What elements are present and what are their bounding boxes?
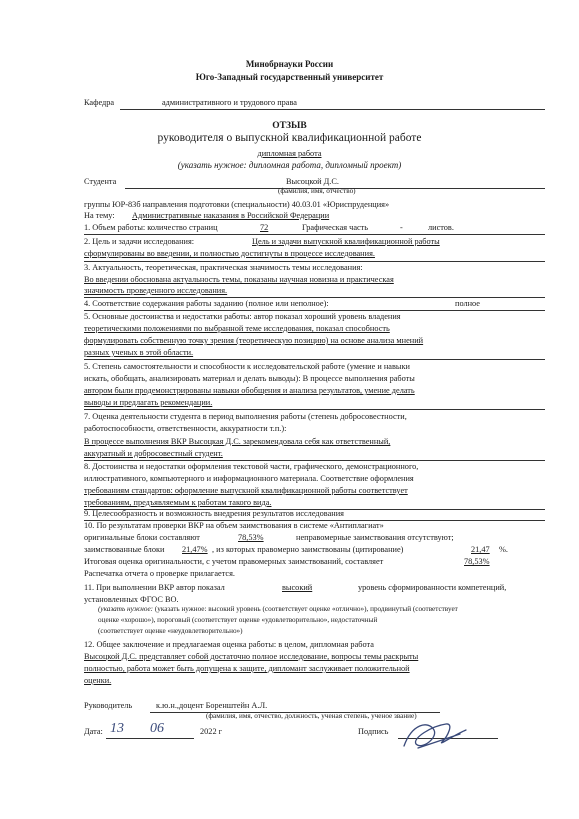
group-line: группы ЮР-83б направления подготовки (специальности) 40.03.01 «Юриспруденция» <box>84 200 390 209</box>
department-value: административного и трудового права <box>162 98 297 107</box>
work-type: дипломная работа <box>257 149 322 158</box>
competence-level: высокий <box>282 583 313 592</box>
item-8-line-4: требованиям, предъявляемым к работам такого вида. <box>84 498 272 507</box>
item-11-hint-2: оценке «хорошо»), пороговый (соответствует оценке «удовлетворительно», недостаточный <box>98 616 378 624</box>
university-header: Юго-Западный государственный университет <box>195 72 384 82</box>
student-value: Высоцкой Д.С. <box>286 177 339 186</box>
supervisor-caption: (фамилия, имя, отчество, должность, ученая степень, ученое звание) <box>206 712 417 720</box>
item-12-line-3: полностью, работа может быть допущена к защите, дипломант заслуживает положительной <box>84 664 410 673</box>
item-7-line-3: В процессе выполнения ВКР Высоцкая Д.С. зарекомендовала себя как ответственный, <box>84 437 391 446</box>
item-11-hint-1-text: (указать нужное: высокий уровень (соответствует оценке «отлично»), продвинутый (соответствует <box>154 605 458 613</box>
supervisor-label: Руководитель <box>84 701 133 710</box>
item-2-line-2: сформулированы во введении, и полностью достигнуты в процессе исследования. <box>84 249 375 258</box>
doc-title: ОТЗЫВ <box>272 121 307 131</box>
item-4-label: 4. Соответствие содержания работы заданию (полное или неполное): <box>84 299 329 308</box>
item-10-line-1: 10. По результатам проверки ВКР на объем заимствования в системе «Антиплагиат» <box>84 521 384 530</box>
item-11-hint-1: (указать нужное: (указать нужное: высокий уровень (соответствует оценке «отлично»), продвинутый (соответствует <box>98 605 458 613</box>
item-4-value: полное <box>455 299 480 308</box>
item-10-line-4: Итоговая оценка оригинальности, с учетом правомерных заимствований, составляет <box>84 557 384 566</box>
item-12-line-2: Высоцкой Д.С. представляет собой достаточно полное исследование, вопросы темы раскрыты <box>84 652 419 661</box>
student-label: Студента <box>84 177 117 186</box>
item-12-line-1: 12. Общее заключение и предлагаемая оценка работы: в целом, дипломная работа <box>84 640 374 649</box>
date-year: 2022 г <box>200 727 223 736</box>
item-5-line-1: 5. Основные достоинства и недостатки работы: автор показал хороший уровень владения <box>84 312 401 321</box>
item-5-line-4: разных ученых в этой области. <box>84 348 194 357</box>
item-7-line-2: работоспособности, ответственности, аккуратности т.п.): <box>84 424 287 433</box>
item-7-line-1: 7. Оценка деятельности студента в период выполнения работы (степень добросовестности, <box>84 412 407 421</box>
ministry-header: Минобрнауки России <box>245 59 334 69</box>
student-caption: (фамилия, имя, отчество) <box>278 187 356 195</box>
item-6-line-3: автором были продемонстрированы навыки обобщения и анализа результатов, умение делать <box>84 386 415 395</box>
handwritten-signature <box>398 716 470 756</box>
topic-value: Административные наказания в Российской Федерации <box>132 211 330 220</box>
supervisor-value: к.ю.н.,доцент Боренштейн А.Л. <box>156 701 268 710</box>
item-10-line-3-a: заимствованные блоки <box>84 545 165 554</box>
citation-percent: 21,47 <box>471 545 490 554</box>
item-6-line-1: 5. Степень самостоятельности и способности к исследовательской работе (умение и навыки <box>84 362 410 371</box>
item-11-hint-3: (соответствует оценке «неудовлетворительно») <box>98 627 243 635</box>
work-type-hint: (указать нужное: дипломная работа, дипломный проект) <box>177 160 402 170</box>
originality-percent: 78,53% <box>238 533 264 542</box>
item-8-line-1: 8. Достоинства и недостатки оформления текстовой части, графического, демонстрационного, <box>84 462 419 471</box>
item-1-rule <box>84 234 545 235</box>
item-8-line-3: требованиям стандартов: оформление выпускной квалификационной работы соответствует <box>84 486 408 495</box>
item-6-line-2: искать, обобщать, анализировать материал и делать выводы): В процессе выполнения работы <box>84 374 415 383</box>
department-label: Кафедра <box>84 98 115 107</box>
date-underline <box>106 738 194 739</box>
item-3-line-1: Во введении обоснована актуальность темы, показаны научная новизна и практическая <box>84 275 394 284</box>
item-3-label: 3. Актуальность, теоретическая, практическая значимость темы исследования: <box>84 263 363 272</box>
date-month: 06 <box>150 721 164 736</box>
item-3-line-2: значимость проведенного исследования. <box>84 286 228 295</box>
final-originality: 78,53% <box>464 557 490 566</box>
item-11-line-1-b: уровень сформированности компетенций, <box>358 583 507 592</box>
item-5-rule <box>84 359 545 360</box>
item-5-line-2: теоретическими положениями по выбранной теме исследования, показал способность <box>84 324 390 333</box>
date-day: 13 <box>110 721 124 736</box>
date-label: Дата: <box>84 727 103 736</box>
item-5-line-3: формулировать собственную точку зрения (теоретическую позицию) на основе анализа мнений <box>84 336 424 345</box>
item-2-line-1: Цель и задачи выпускной квалификационной работы <box>252 237 440 246</box>
item-1-dash: - <box>400 223 403 232</box>
item-11-line-2: установленных ФГОС ВО. <box>84 595 179 604</box>
item-10-line-5: Распечатка отчета о проверке прилагается. <box>84 569 235 578</box>
item-2-label: 2. Цель и задачи исследования: <box>84 237 195 246</box>
item-8-line-2: иллюстративного, компьютерного и информационного материала. Соответствие оформления <box>84 474 414 483</box>
item-9-label: 9. Целесообразность и возможность внедрения результатов исследования <box>84 509 344 518</box>
signature-label: Подпись <box>358 727 389 736</box>
item-1-sheets: листов. <box>428 223 454 232</box>
item-10-line-2-b: неправомерные заимствования отсутствуют; <box>296 533 454 542</box>
item-1-pages: 72 <box>260 223 269 232</box>
doc-subtitle: руководителя о выпускной квалификационной работе <box>157 132 422 144</box>
item-6-rule <box>84 409 545 410</box>
item-1-graphic: Графическая часть <box>302 223 369 232</box>
item-6-line-4: выводы и предлагать рекомендации. <box>84 398 213 407</box>
item-7-line-4: аккуратный и добросовестный студент. <box>84 449 223 458</box>
borrowed-percent: 21,47% <box>182 545 208 554</box>
item-10-percent-sign: %. <box>499 545 508 554</box>
topic-label: На тему: <box>84 211 115 220</box>
department-underline <box>120 109 545 110</box>
item-10-line-3-b: , из которых правомерно заимствованы (цитирование) <box>212 545 404 554</box>
item-12-line-4: оценки. <box>84 676 112 685</box>
item-1-text: 1. Объем работы: количество страниц <box>84 223 218 232</box>
item-10-line-2-a: оригинальные блоки составляют <box>84 533 200 542</box>
item-11-line-1-a: 11. При выполнении ВКР автор показал <box>84 583 225 592</box>
